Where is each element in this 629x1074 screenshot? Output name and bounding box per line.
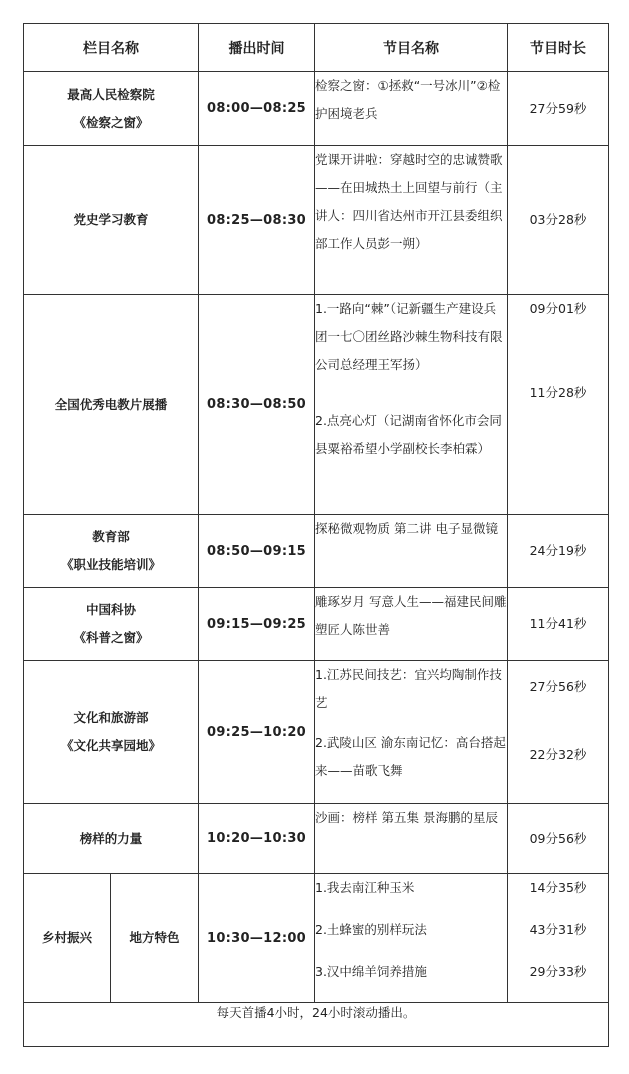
program-cell: 检察之窗：①拯救“一号冰川”②检护困境老兵 (315, 72, 508, 146)
time-cell: 08:00—08:25 (199, 72, 315, 146)
duration-item: 29分33秒 (529, 964, 587, 979)
duration-item: 11分28秒 (529, 385, 587, 400)
header-air-time: 播出时间 (199, 24, 315, 72)
header-column-name: 栏目名称 (24, 24, 199, 72)
program-item: 2.武陵山区 渝东南记忆：高台搭起来——苗歌飞舞 (315, 735, 506, 778)
duration-cell: 11分41秒 (508, 588, 609, 661)
duration-cell: 03分28秒 (508, 146, 609, 295)
column-cell: 文化和旅游部 《文化共享园地》 (24, 661, 199, 804)
program-cell: 雕琢岁月 写意人生——福建民间雕塑匠人陈世善 (315, 588, 508, 661)
program-cell: 探秘微观物质 第二讲 电子显微镜 (315, 515, 508, 588)
program-item: 1.一路向“棘”（记新疆生产建设兵团一七〇团丝路沙棘生物科技有限公司总经理王军扬） (315, 301, 503, 372)
duration-cell (508, 661, 609, 804)
program-item: 2.土蜂蜜的别样玩法 (315, 922, 427, 937)
table-row (24, 588, 609, 661)
table-row (24, 661, 609, 804)
column-cell: 教育部 《职业技能培训》 (24, 515, 199, 588)
column-cell: 榜样的力量 (24, 804, 199, 874)
program-cell (315, 295, 508, 515)
program-cell (315, 874, 508, 1003)
program-item: 1.江苏民间技艺：宜兴均陶制作技艺 (315, 667, 502, 710)
program-item: 1.我去南江种玉米 (315, 880, 415, 895)
table-row (24, 72, 609, 146)
schedule-table (23, 23, 609, 1047)
duration-item: 22分32秒 (529, 747, 587, 762)
program-item: 3.汉中绵羊饲养措施 (315, 964, 427, 979)
footer-row (24, 1003, 609, 1047)
time-cell: 09:15—09:25 (199, 588, 315, 661)
column-cell: 党史学习教育 (24, 146, 199, 295)
duration-item: 14分35秒 (529, 880, 587, 895)
duration-cell: 27分59秒 (508, 72, 609, 146)
time-cell: 08:30—08:50 (199, 295, 315, 515)
header-duration: 节目时长 (508, 24, 609, 72)
duration-item: 27分56秒 (529, 679, 587, 694)
duration-cell (508, 874, 609, 1003)
footer-note: 每天首播4小时，24小时滚动播出。 (24, 1003, 609, 1047)
column-cell: 中国科协 《科普之窗》 (24, 588, 199, 661)
header-program-name: 节目名称 (315, 24, 508, 72)
subcolumn-cell: 地方特色 (111, 874, 199, 1003)
column-cell: 乡村振兴 (24, 874, 111, 1003)
time-cell: 08:25—08:30 (199, 146, 315, 295)
program-cell (315, 661, 508, 804)
table-row (24, 295, 609, 515)
duration-cell (508, 295, 609, 515)
table-row (24, 515, 609, 588)
program-item: 2.点亮心灯（记湖南省怀化市会同县粟裕希望小学副校长李柏霖） (315, 413, 502, 456)
column-cell: 全国优秀电教片展播 (24, 295, 199, 515)
duration-item: 43分31秒 (529, 922, 587, 937)
time-cell: 08:50—09:15 (199, 515, 315, 588)
time-cell: 10:20—10:30 (199, 804, 315, 874)
column-cell: 最高人民检察院 《检察之窗》 (24, 72, 199, 146)
program-cell: 沙画：榜样 第五集 景海鹏的星辰 (315, 804, 508, 874)
duration-item: 09分01秒 (529, 301, 587, 316)
header-row (24, 24, 609, 72)
duration-cell: 09分56秒 (508, 804, 609, 874)
table-row (24, 804, 609, 874)
time-cell: 10:30—12:00 (199, 874, 315, 1003)
table-row (24, 146, 609, 295)
time-cell: 09:25—10:20 (199, 661, 315, 804)
table-row (24, 874, 609, 1003)
program-cell: 党课开讲啦：穿越时空的忠诚赞歌——在田城热土上回望与前行（主讲人：四川省达州市开江县委组织部工作人员彭一朔） (315, 146, 508, 295)
duration-cell: 24分19秒 (508, 515, 609, 588)
